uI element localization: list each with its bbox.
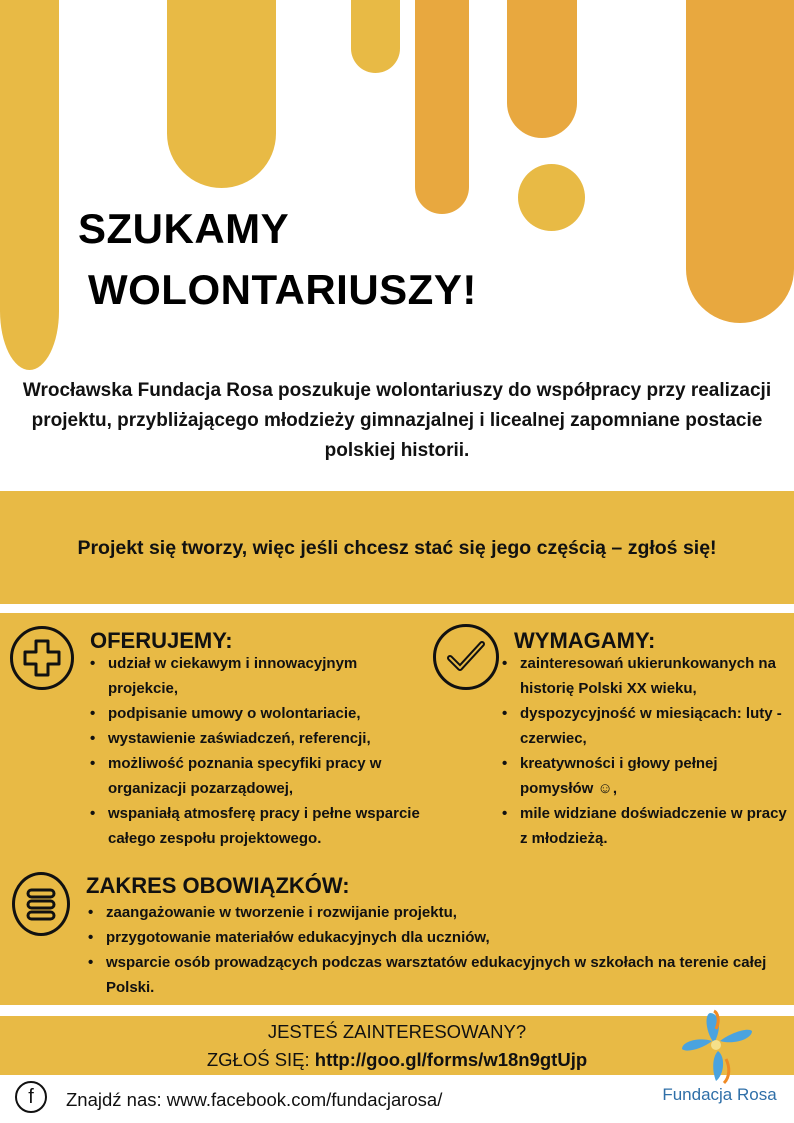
facebook-link[interactable]: Znajdź nas: www.facebook.com/fundacjarosa/ [66, 1089, 443, 1110]
decor-drip [507, 0, 577, 138]
title-line1: SZUKAMY [78, 205, 290, 252]
plus-icon [10, 626, 74, 690]
slogan: Projekt się tworzy, więc jeśli chcesz stać się jego częścią – zgłoś się! [77, 537, 717, 559]
list-item: • zainteresowań ukierunkowanych na historię Polski XX wieku, [502, 651, 787, 701]
require-list [502, 651, 787, 851]
intro-text: Wrocławska Fundacja Rosa poszukuje wolontariuszy do współpracy przy realizacji projektu, przybliżającego młodzieży gimnazjalnej i licealnej zapomniane postacie polskiej historii. [22, 380, 772, 461]
facebook-icon[interactable]: f [15, 1081, 47, 1113]
duties-list [88, 900, 768, 1000]
cta-prefix: ZGŁOŚ SIĘ: [206, 1049, 315, 1070]
form-link[interactable]: http://goo.gl/forms/w18n9gtUjp [314, 1049, 588, 1070]
fundacja-rosa-logo [652, 1005, 787, 1115]
logo-text: Fundacja Rosa [662, 1085, 777, 1104]
offer-list [90, 651, 420, 851]
decor-drip [0, 0, 59, 370]
list-item: • udział w ciekawym i innowacyjnym projekcie, [90, 651, 420, 701]
list-item: • przygotowanie materiałów edukacyjnych dla uczniów, [88, 925, 768, 950]
list-item: • podpisanie umowy o wolontariacie, [90, 701, 420, 726]
offer-title: OFERUJEMY: [90, 628, 233, 653]
list-item: • możliwość poznania specyfiki pracy w organizacji pozarządowej, [90, 751, 420, 801]
require-title: WYMAGAMY: [514, 628, 656, 653]
list-lines-icon [12, 872, 70, 936]
list-item: • mile widziane doświadczenie w pracy z młodzieżą. [502, 801, 787, 851]
list-item: • zaangażowanie w tworzenie i rozwijanie projektu, [88, 900, 768, 925]
decor-drip [415, 0, 469, 214]
decor-drip [351, 0, 400, 73]
list-item: • wspaniałą atmosferę pracy i pełne wsparcie całego zespołu projektowego. [90, 801, 420, 851]
list-item: • dyspozycyjność w miesiącach: luty - czerwiec, [502, 701, 787, 751]
list-item: • wsparcie osób prowadzących podczas warsztatów edukacyjnych w szkołach na terenie całej Polski. [88, 950, 768, 1000]
duties-title: ZAKRES OBOWIĄZKÓW: [86, 873, 350, 898]
cta-line1: JESTEŚ ZAINTERESOWANY? [267, 1021, 527, 1042]
title-line2: WOLONTARIUSZY! [88, 266, 477, 313]
decor-drip [686, 0, 794, 323]
decor-dot [518, 164, 585, 231]
checkmark-icon [433, 624, 499, 690]
decor-drip [167, 0, 276, 188]
list-item: • wystawienie zaświadczeń, referencji, [90, 726, 420, 751]
list-item: • kreatywności i głowy pełnej pomysłów ☺, [502, 751, 787, 801]
